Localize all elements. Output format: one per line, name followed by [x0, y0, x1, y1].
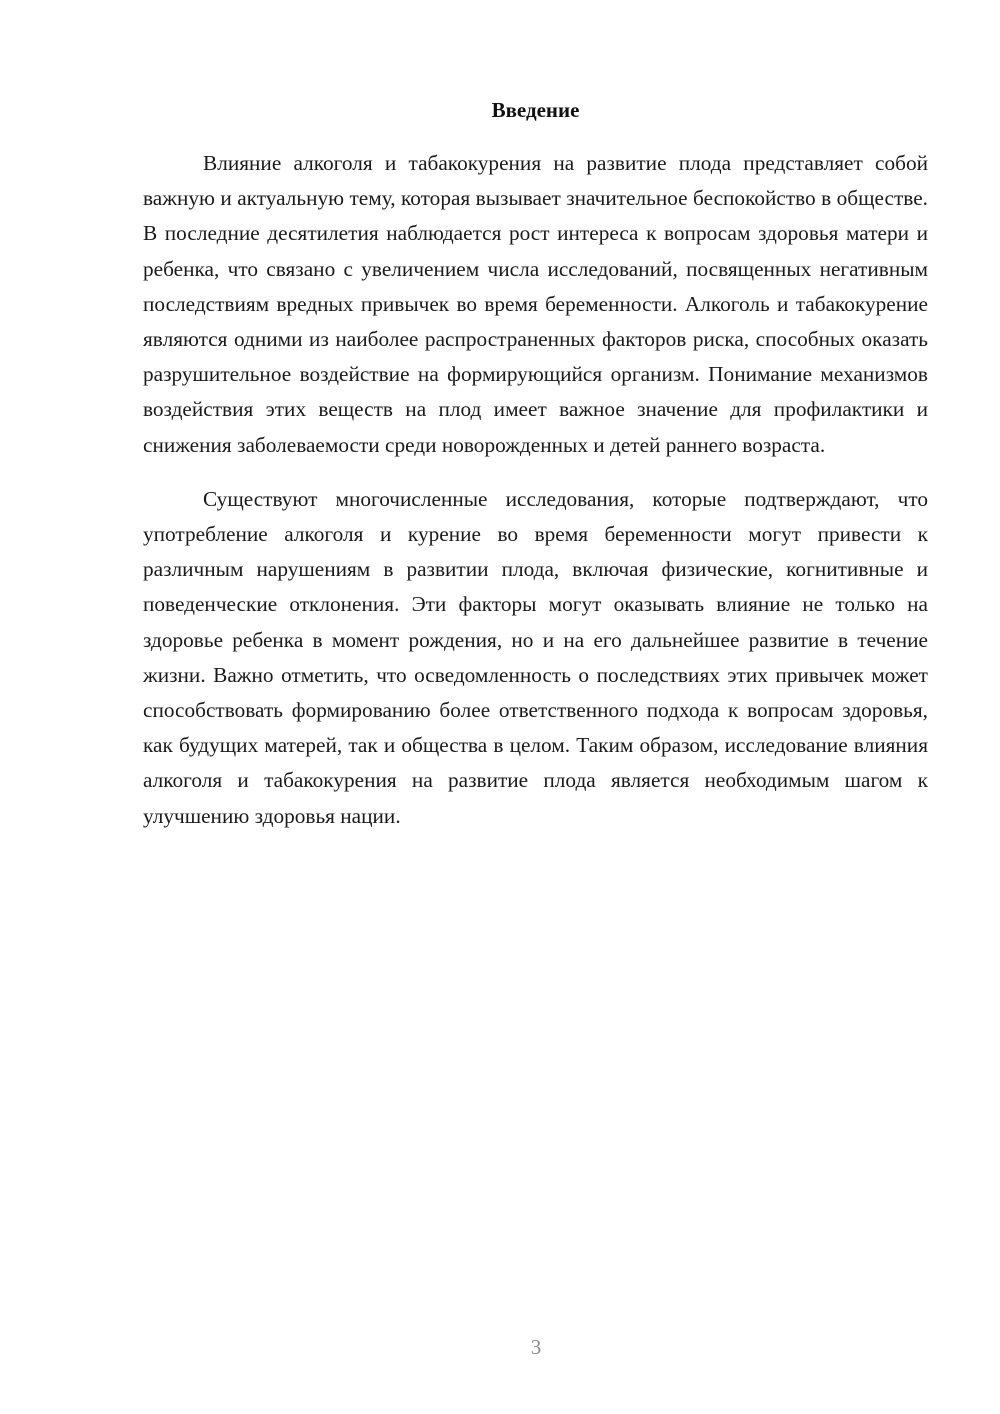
paragraph-2: Существуют многочисленные исследования, которые подтверждают, что употребление алкоголя и курение во время беременности могут привести к различным нарушениям в развитии плода, включая физические, когнитивные и поведенческие отклонения. Эти факторы могут оказывать влияние не только на здоровье ребенка в момент рождения, но и на его дальнейшее развитие в течение жизни. Важно отметить, что осведомленность о последствиях этих привычек может способствовать формированию более ответственного подхода к вопросам здоровья, как будущих матерей, так и общества в целом. Таким образом, исследование влияния алкоголя и табакокурения на развитие плода является необходимым шагом к улучшению здоровья нации. [143, 486, 928, 828]
document-body [143, 96, 928, 834]
page-number: 3 [530, 1335, 542, 1359]
paragraph-1: Влияние алкоголя и табакокурения на развитие плода представляет собой важную и актуальную тему, которая вызывает значительное беспокойство в обществе. В последние десятилетия наблюдается рост интереса к вопросам здоровья матери и ребенка, что связано с увеличением числа исследований, посвященных негативным последствиям вредных привычек во время беременности. Алкоголь и табакокурение являются одними из наиболее распространенных факторов риска, способных оказать разрушительное воздействие на формирующийся организм. Понимание механизмов воздействия этих веществ на плод имеет важное значение для профилактики и снижения заболеваемости среди новорожденных и детей раннего возраста. [143, 151, 928, 457]
section-title: Введение [491, 98, 580, 122]
